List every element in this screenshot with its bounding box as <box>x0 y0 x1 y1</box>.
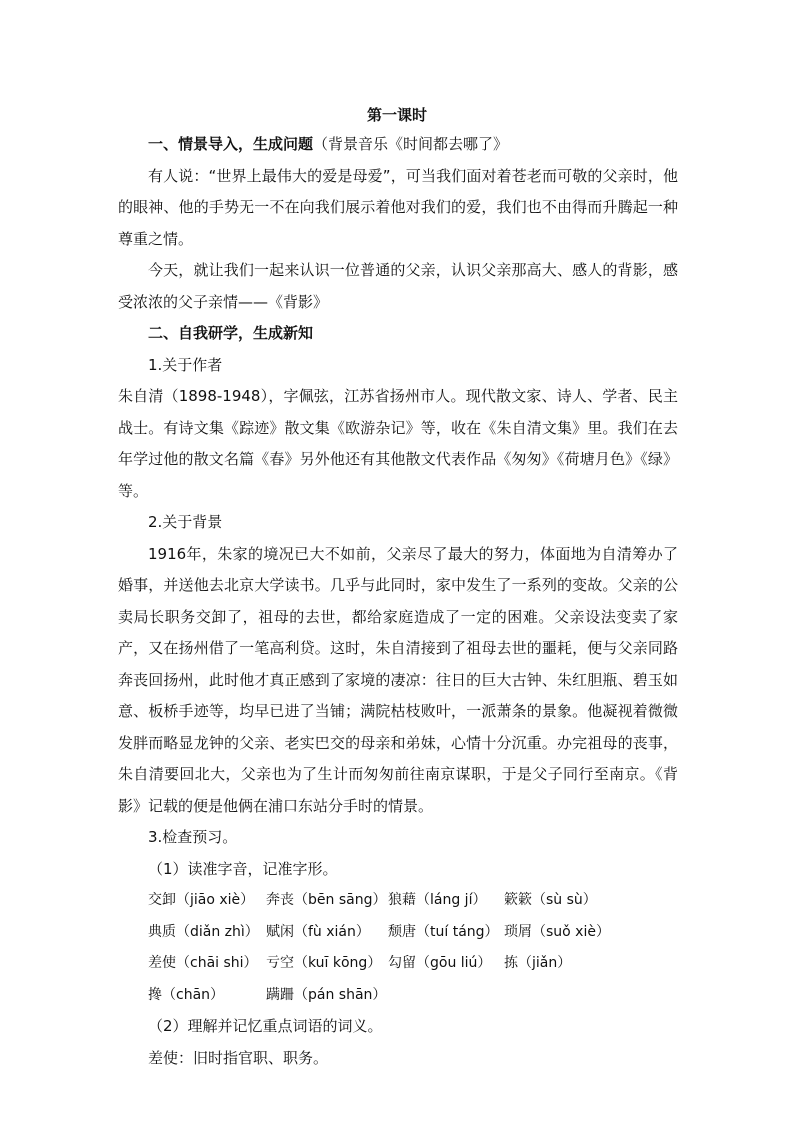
section2-heading: 二、自我研学，生成新知 <box>148 324 314 342</box>
check-label: 3.检查预习。 <box>148 828 238 846</box>
vocab-item: 典质（diǎn zhì） <box>148 923 259 940</box>
vocab-item: 搀（chān） <box>148 986 225 1003</box>
vocab-item: 蹒跚（pán shān） <box>266 986 387 1003</box>
author-label: 1.关于作者 <box>148 355 223 374</box>
intro-paragraph-2: 今天，就让我们一起来认识一位普通的父亲，认识父亲那高大、感人的背影，感受浓浓的父子亲情——《背影》 <box>118 261 678 311</box>
section1-heading <box>118 129 678 161</box>
vocab-row <box>118 948 678 980</box>
vocab-row <box>118 917 678 949</box>
vocab-row <box>118 885 678 917</box>
vocab-item: 差使（chāi shi） <box>148 955 258 971</box>
vocab-item: 勾留（gōu liú） <box>388 955 492 971</box>
vocab-item: 亏空（kuī kōng） <box>266 955 382 971</box>
author-paragraph: 朱自清（1898-1948），字佩弦，江苏省扬州市人。现代散文家、诗人、学者、民主战士。有诗文集《踪迹》散文集《欧游杂记》等，收在《朱自清文集》里。我们在去年学过他的散文名篇《春》另外他还有其他散文代表作品《匆匆》《荷塘月色》《绿》等。 <box>118 387 678 500</box>
vocab-item: 琐屑（suǒ xiè） <box>504 923 610 940</box>
intro-paragraph-1: 有人说：“世界上最伟大的爱是母爱”，可当我们面对着苍老而可敬的父亲时，他的眼神、他的手势无一不在向我们展示着他对我们的爱，我们也不由得而升腾起一种尊重之情。 <box>118 166 678 248</box>
vocab-item: 交卸（jiāo xiè） <box>148 892 255 908</box>
section1-heading-text: 一、情景导入，生成问题 <box>148 135 314 153</box>
vocab-item: 簌簌（sù sù） <box>504 892 597 908</box>
definition-item: 差使：旧时指官职、职务。 <box>148 1048 329 1067</box>
background-paragraph: 1916年，朱家的境况已大不如前，父亲尽了最大的努力，体面地为自清筹办了婚事，并送他去北京大学读书。几乎与此同时，家中发生了一系列的变故。父亲的公卖局长职务交卸了，祖母的去世，都给家庭造成了一定的困难。父亲设法变卖了家产，又在扬州借了一笔高利贷。这时，朱自清接到了祖母去世的噩耗，便与父亲同路奔丧回扬州，此时他才真正感到了家境的凄凉：往日的巨大古钟、朱红胆瓶、碧玉如意、板桥手迹等，均早已进了当铺；满院枯枝败叶，一派萧条的景象。他凝视着微微发胖而略显龙钟的父亲、老实巴交的母亲和弟妹，心情十分沉重。办完祖母的丧事，朱自清要回北大，父亲也为了生计而匆匆前往南京谋职，于是父子同行至南京。《背影》记载的便是他俩在浦口东站分手时的情景。 <box>118 544 678 815</box>
document-body <box>118 129 678 1074</box>
pronunciation-subheading: （1）读准字音，记准字形。 <box>148 859 338 878</box>
section1-note: （背景音乐《时间都去哪了》 <box>313 135 509 153</box>
lesson-title: 第一课时 <box>366 106 427 124</box>
vocab-item: 赋闲（fù xián） <box>266 923 370 940</box>
vocab-item: 奔丧（bēn sāng） <box>266 892 387 908</box>
definition-subheading: （2）理解并记忆重点词语的词义。 <box>148 1017 383 1035</box>
vocab-row <box>118 980 678 1012</box>
background-label: 2.关于背景 <box>148 513 223 531</box>
vocab-item: 颓唐（tuí táng） <box>388 923 499 940</box>
vocab-item: 狼藉（láng jí） <box>388 892 487 908</box>
vocab-item: 拣（jiǎn） <box>504 955 572 971</box>
